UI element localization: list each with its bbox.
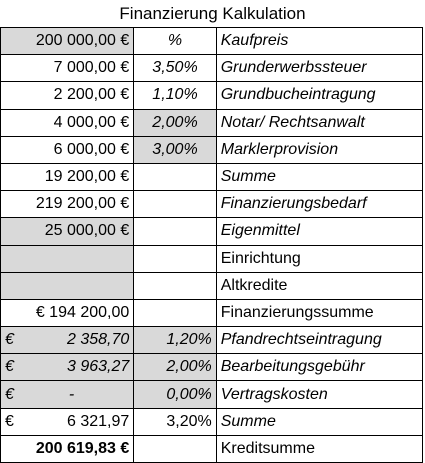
amount-cell[interactable] [1,381,134,408]
percent-cell[interactable]: 1,20% [134,327,216,354]
table-row [1,82,423,109]
percent-cell[interactable]: 1,10% [134,82,216,109]
label-cell[interactable]: Notar/ Rechtsanwalt [216,109,422,136]
sheet-title: Finanzierung Kalkulation [119,4,306,23]
percent-cell[interactable]: 2,00% [134,109,216,136]
amount-cell[interactable]: 6 000,00 € [1,136,134,163]
percent-cell[interactable] [134,191,216,218]
label-cell[interactable]: Summe [216,163,422,190]
table-row [1,354,423,381]
percent-cell[interactable] [134,299,216,326]
currency-symbol: € [5,412,14,430]
table-row [1,408,423,435]
table-row [1,109,423,136]
label-cell[interactable]: Grundbucheintragung [216,82,422,109]
table-row [1,381,423,408]
table-row [1,163,423,190]
table-row [1,218,423,245]
amount-cell[interactable]: 19 200,00 € [1,163,134,190]
amount-value: 3 963,27 [66,358,130,376]
label-cell[interactable]: Grunderwerbssteuer [216,55,422,82]
percent-cell[interactable] [134,218,216,245]
table-row [1,435,423,462]
label-cell[interactable]: Eigenmittel [216,218,422,245]
calculation-table [0,27,423,463]
amount-cell[interactable] [1,408,134,435]
percent-cell[interactable]: 3,00% [134,136,216,163]
currency-symbol: € [5,385,14,403]
percent-cell[interactable]: 3,20% [134,408,216,435]
percent-cell[interactable]: 3,50% [134,55,216,82]
label-cell[interactable]: Pfandrechtseintragung [216,327,422,354]
label-cell[interactable]: Vertragskosten [216,381,422,408]
percent-cell[interactable]: 2,00% [134,354,216,381]
amount-cell[interactable] [1,245,134,272]
table-row [1,136,423,163]
table-row [1,327,423,354]
label-cell[interactable]: Finanzierungsbedarf [216,191,422,218]
amount-cell[interactable]: 219 200,00 € [1,191,134,218]
amount-cell[interactable] [1,272,134,299]
percent-cell[interactable]: 0,00% [134,381,216,408]
table-row [1,272,423,299]
label-cell[interactable]: Kaufpreis [216,28,422,55]
percent-cell[interactable] [134,435,216,462]
label-cell[interactable]: Bearbeitungsgebühr [216,354,422,381]
table-row [1,245,423,272]
amount-cell[interactable]: 7 000,00 € [1,55,134,82]
amount-cell[interactable]: 2 200,00 € [1,82,134,109]
label-cell[interactable]: Altkredite [216,272,422,299]
table-row [1,28,423,55]
amount-value: 6 321,97 [66,412,130,430]
percent-cell[interactable] [134,272,216,299]
percent-cell[interactable] [134,245,216,272]
amount-cell[interactable]: 4 000,00 € [1,109,134,136]
percent-cell[interactable]: % [134,28,216,55]
amount-value: 2 358,70 [66,331,130,349]
label-cell[interactable]: Marklerprovision [216,136,422,163]
percent-cell[interactable] [134,163,216,190]
label-cell[interactable]: Summe [216,408,422,435]
table-row [1,299,423,326]
amount-value: - [68,385,75,403]
amount-cell[interactable]: 25 000,00 € [1,218,134,245]
table-row [1,191,423,218]
currency-symbol: € [5,358,14,376]
amount-cell[interactable] [1,327,134,354]
label-cell[interactable]: Finanzierungssumme [216,299,422,326]
amount-cell[interactable] [1,354,134,381]
label-cell[interactable]: Einrichtung [216,245,422,272]
amount-cell[interactable]: 200 619,83 € [1,435,134,462]
currency-symbol: € [5,331,14,349]
amount-cell[interactable]: € 194 200,00 [1,299,134,326]
table-row [1,55,423,82]
label-cell[interactable]: Kreditsumme [216,435,422,462]
amount-cell[interactable]: 200 000,00 € [1,28,134,55]
